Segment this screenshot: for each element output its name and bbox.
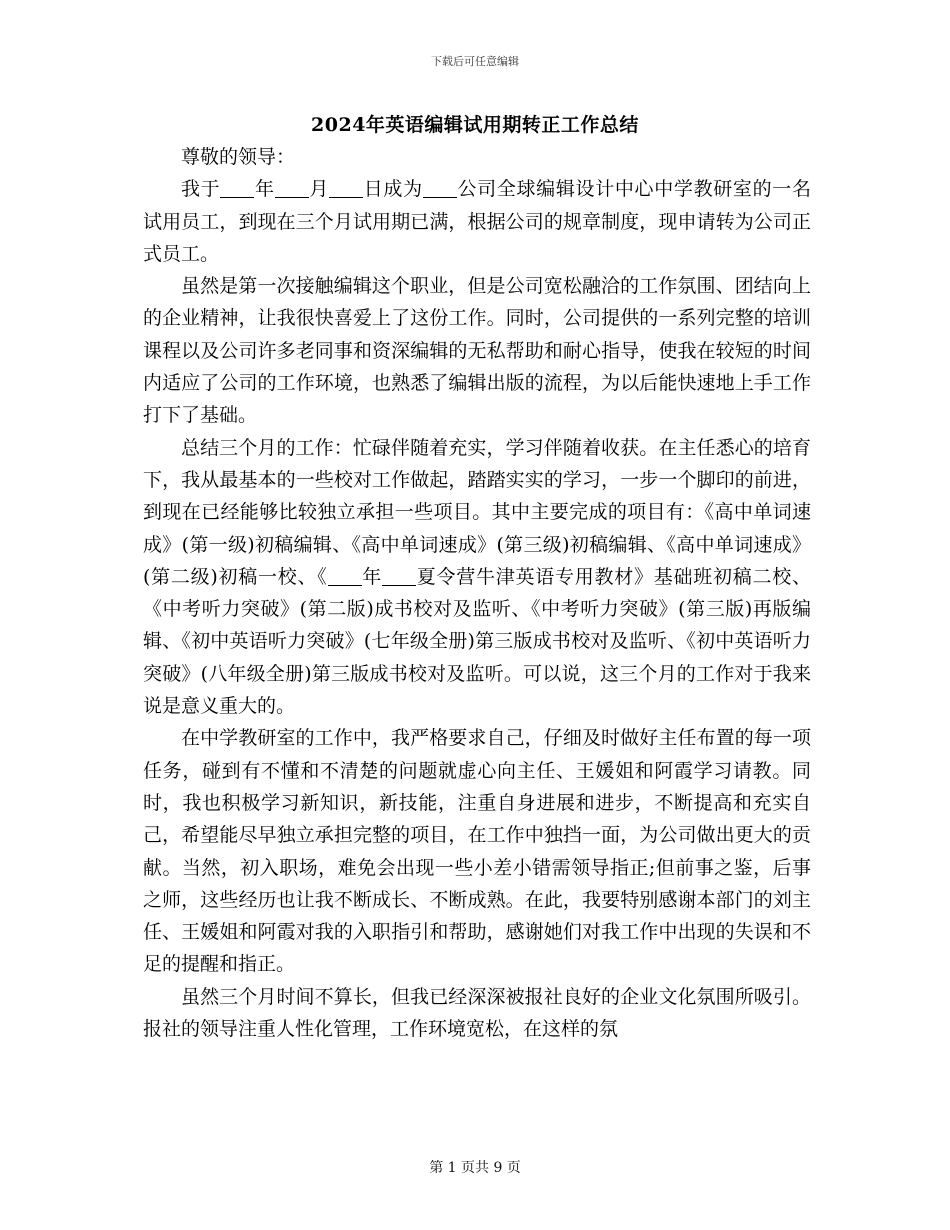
paragraph-3-part-a: 总结三个月的工作：忙碌伴随着充实，学习伴随着收获。在主任悉心的培育下，我从最基本的一些校对工作做起，踏踏实实的学习，一步一个脚印的前进，到现在已经能够比较独立承担一些项目。其中主要完成的项目有：《高中单词速成》(第一级)初稿编辑、《高中单词速成》(第三级)初稿编辑、《高中单词速成》(第二级)初稿一校、《 (143, 436, 811, 588)
paragraph-1-part-b: 年 (254, 178, 275, 201)
paragraph-1-part-e: 公司全球编辑设计中心中学教研室的一名试用员工，到现在三个月试用期已满，根据公司的规章制度，现申请转为公司正式员工。 (143, 178, 811, 265)
paragraph-1-part-d: 日成为 (363, 178, 423, 201)
blank-field (328, 566, 362, 586)
blank-field (382, 566, 416, 586)
page-footer: 第 1 页共 9 页 (429, 1160, 521, 1176)
paragraph-3-part-c: 夏令营牛津英语专用教材》基础班初稿二校、《中考听力突破》(第二版)成书校对及监听、《中考听力突破》(第三版)再版编辑、《初中英语听力突破》(七年级全册)第三版成书校对及监听、《初中英语听力突破》(八年级全册)第三版成书校对及监听。可以说，这三个月的工作对于我来说是意义重大的。 (143, 565, 811, 718)
paragraph-1 (143, 173, 811, 270)
paragraph-2: 虽然是第一次接触编辑这个职业，但是公司宽松融洽的工作氛围、团结向上的企业精神，让我很快喜爱上了这份工作。同时，公司提供的一系列完整的培训课程以及公司许多老同事和资深编辑的无私帮助和耐心指导，使我在较短的时间内适应了公司的工作环境，也熟悉了编辑出版的流程，为以后能快速地上手工作打下了基础。 (143, 275, 811, 427)
blank-field (220, 178, 254, 198)
blank-field (275, 178, 309, 198)
paragraph-1-part-a: 我于 (181, 178, 221, 201)
salutation: 尊敬的领导： (181, 146, 296, 168)
document-body (143, 141, 811, 1045)
blank-field (423, 178, 457, 198)
paragraph-4: 在中学教研室的工作中，我严格要求自己，仔细及时做好主任布置的每一项任务，碰到有不懂和不清楚的问题就虚心向主任、王媛姐和阿霞学习请教。同时，我也积极学习新知识，新技能，注重自身进展和进步，不断提高和充实自己，希望能尽早独立承担完整的项目，在工作中独挡一面，为公司做出更大的贡献。当然，初入职场，难免会出现一些小差小错需领导指正;但前事之鉴，后事之师，这些经历也让我不断成长、不断成熟。在此，我要特别感谢本部门的刘主任、王媛姐和阿霞对我的入职指引和帮助，感谢她们对我工作中出现的失误和不足的提醒和指正。 (143, 727, 811, 976)
paragraph-5: 虽然三个月时间不算长，但我已经深深被报社良好的企业文化氛围所吸引。报社的领导注重人性化管理，工作环境宽松，在这样的氛 (143, 985, 811, 1041)
blank-field (329, 178, 363, 198)
paragraph-3-part-b: 年 (361, 565, 383, 588)
paragraph-1-part-c: 月 (308, 178, 330, 201)
header-note: 下载后可任意编辑 (431, 55, 519, 68)
paragraph-3 (143, 432, 811, 723)
document-title: 2024年英语编辑试用期转正工作总结 (311, 114, 639, 136)
